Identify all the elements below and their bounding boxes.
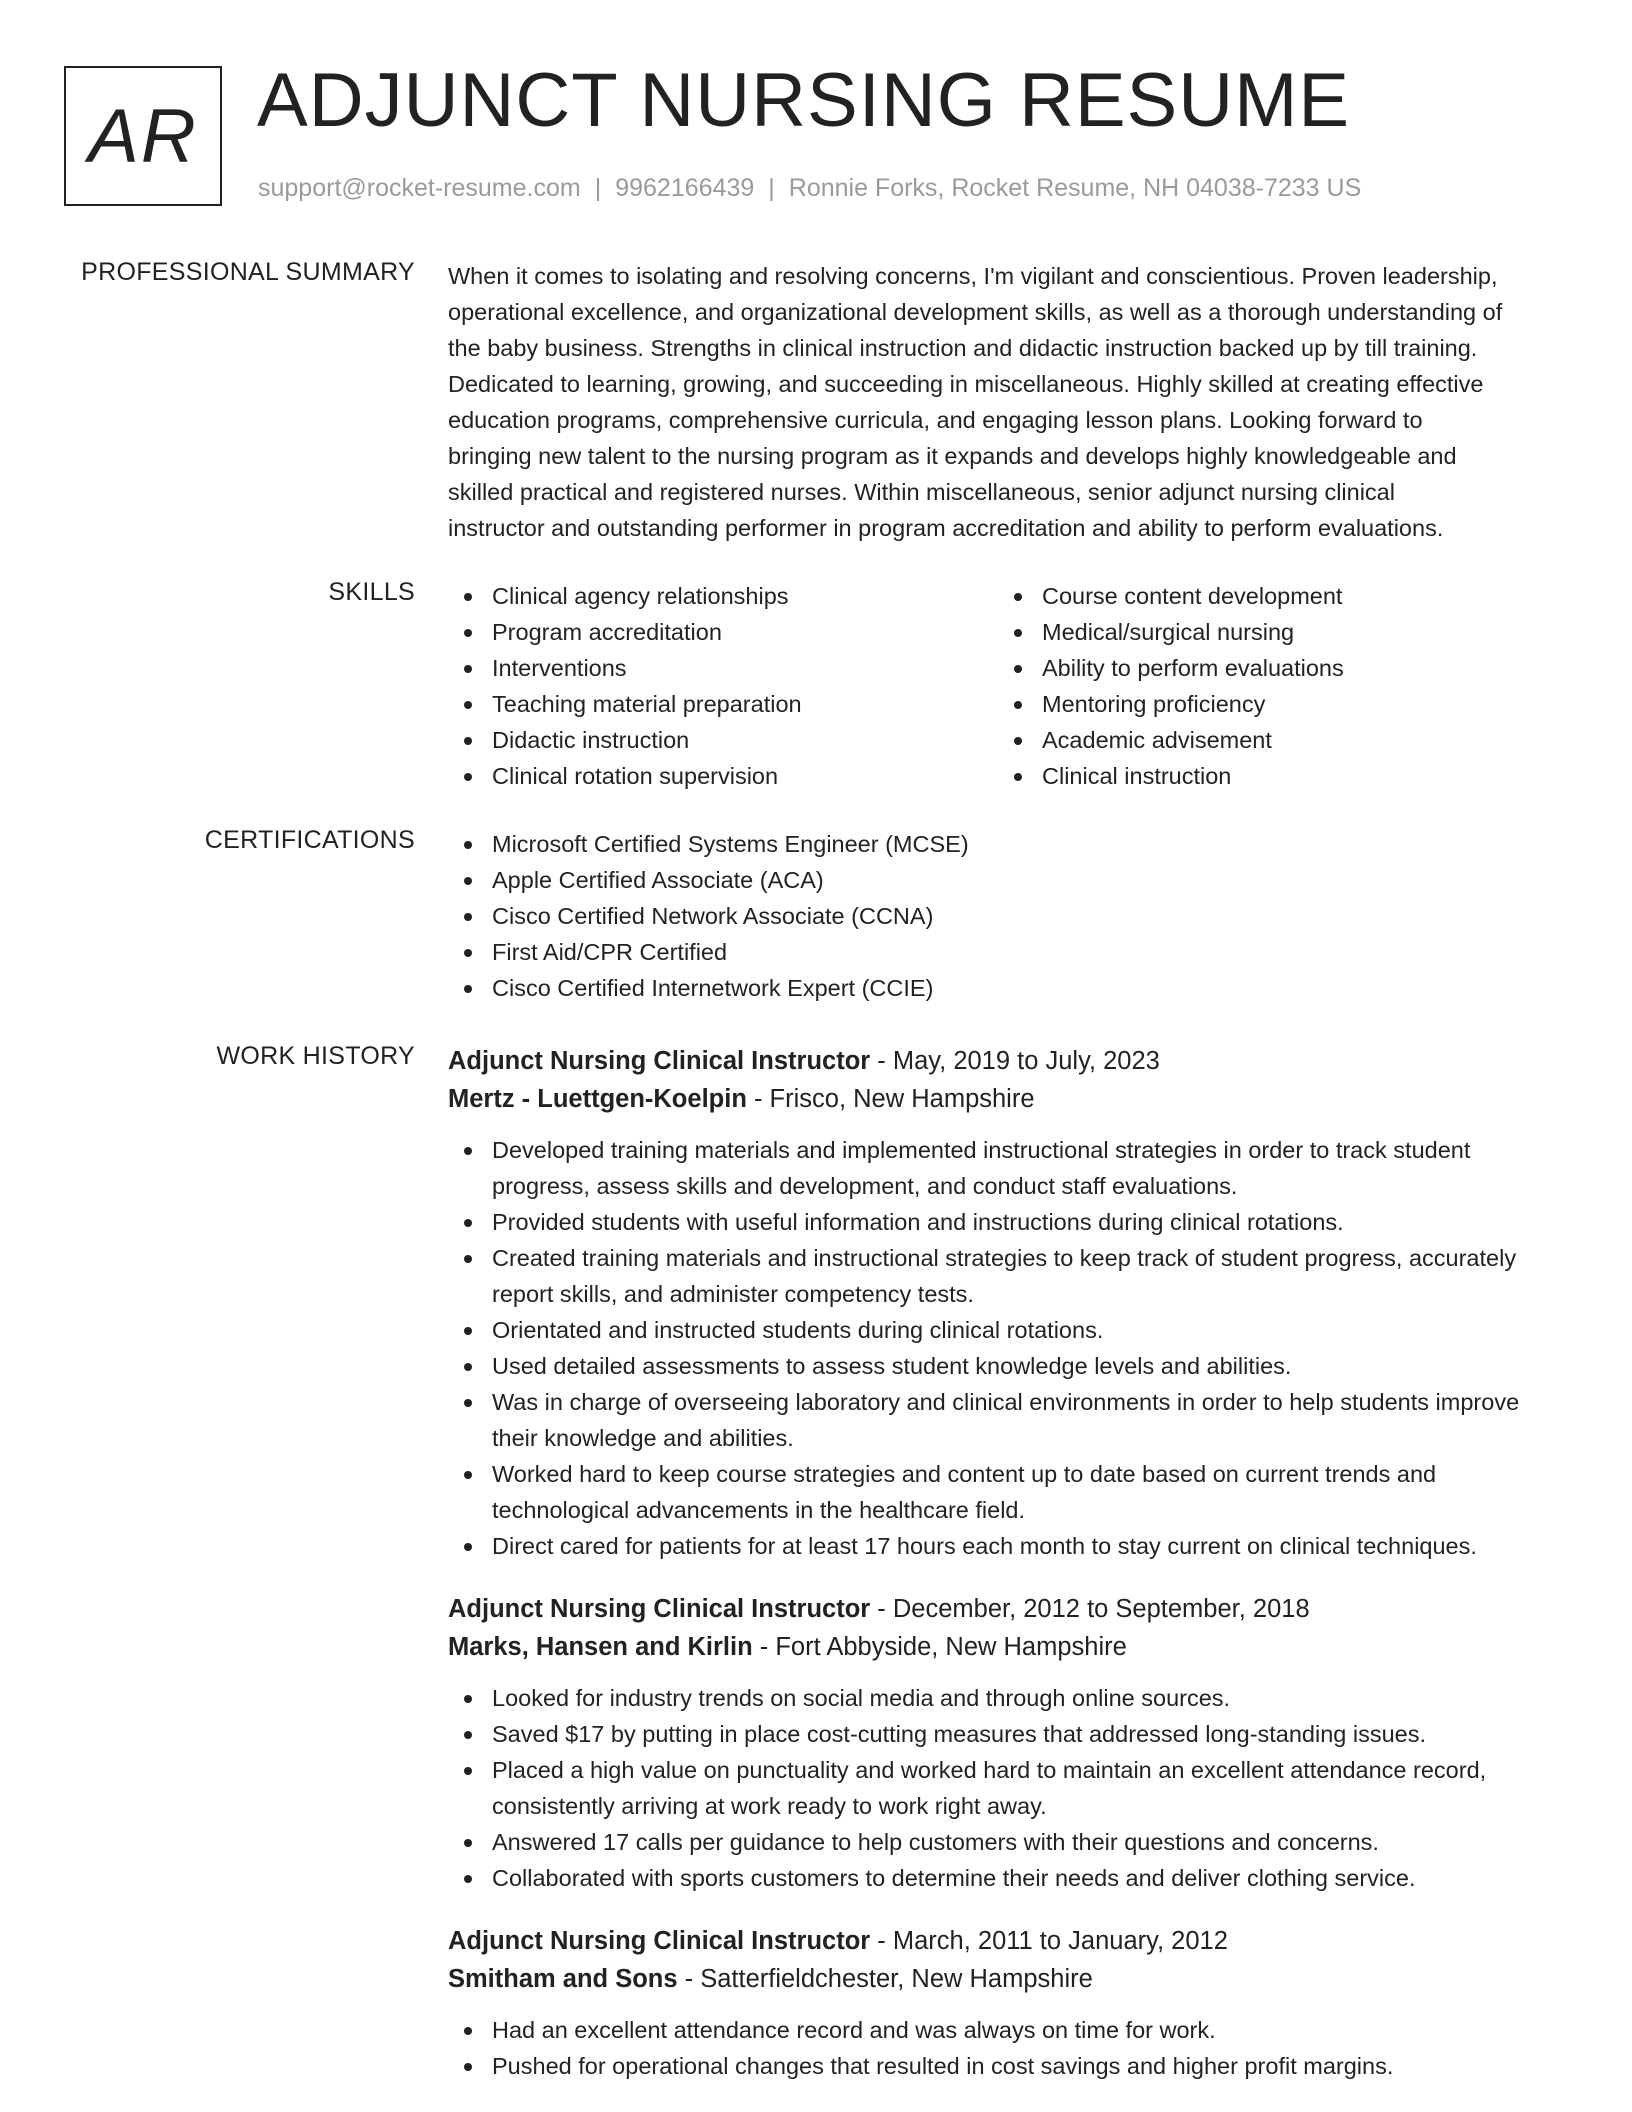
list-item: Clinical agency relationships bbox=[448, 578, 998, 614]
monogram: AR bbox=[64, 66, 222, 206]
list-item: Ability to perform evaluations bbox=[998, 650, 1548, 686]
job-title: Adjunct Nursing Clinical Instructor bbox=[448, 1927, 871, 1955]
summary-line: education programs, comprehensive curricula, and engaging lesson plans. Looking forward to bbox=[448, 407, 1423, 433]
list-item: Medical/surgical nursing bbox=[998, 614, 1548, 650]
list-item: Microsoft Certified Systems Engineer (MCSE) bbox=[448, 826, 1570, 862]
list-item: Interventions bbox=[448, 650, 998, 686]
list-item: Cisco Certified Internetwork Expert (CCIE) bbox=[448, 970, 1570, 1006]
job-entry bbox=[448, 1042, 1570, 1564]
summary-line: operational excellence, and organizational development skills, as well as a thorough understanding of bbox=[448, 299, 1503, 325]
job-title-line bbox=[448, 1922, 1570, 1960]
list-item: Clinical rotation supervision bbox=[448, 758, 998, 794]
list-item: First Aid/CPR Certified bbox=[448, 934, 1570, 970]
list-item: Didactic instruction bbox=[448, 722, 998, 758]
list-item: Teaching material preparation bbox=[448, 686, 998, 722]
job-title: Adjunct Nursing Clinical Instructor bbox=[448, 1047, 871, 1075]
job-company-line bbox=[448, 1080, 1570, 1118]
skills-list bbox=[448, 578, 1570, 794]
job-title-line bbox=[448, 1590, 1570, 1628]
list-item: Used detailed assessments to assess student knowledge levels and abilities. bbox=[448, 1348, 1570, 1384]
list-item: Pushed for operational changes that resulted in cost savings and higher profit margins. bbox=[448, 2048, 1570, 2084]
list-item: Program accreditation bbox=[448, 614, 998, 650]
list-item: Worked hard to keep course strategies and content up to date based on current trends and technological advancements in the healthcare field. bbox=[448, 1456, 1570, 1528]
phone[interactable]: 9962166439 bbox=[615, 174, 755, 202]
job-company: Marks, Hansen and Kirlin bbox=[448, 1633, 753, 1661]
summary-line: Dedicated to learning, growing, and succeeding in miscellaneous. Highly skilled at creating effective bbox=[448, 371, 1484, 397]
list-item: Cisco Certified Network Associate (CCNA) bbox=[448, 898, 1570, 934]
summary-line: skilled practical and registered nurses. Within miscellaneous, senior adjunct nursing clinical bbox=[448, 479, 1395, 505]
skills-column-left bbox=[448, 578, 998, 794]
job-company-line bbox=[448, 1628, 1570, 1666]
list-item: Was in charge of overseeing laboratory and clinical environments in order to help students improve their knowledge and abilities. bbox=[448, 1384, 1570, 1456]
job-title-line bbox=[448, 1042, 1570, 1080]
job-dates: - December, 2012 to September, 2018 bbox=[870, 1595, 1310, 1623]
list-item: Collaborated with sports customers to determine their needs and deliver clothing service. bbox=[448, 1860, 1570, 1896]
job-entry bbox=[448, 1590, 1570, 1896]
resume-title: ADJUNCT NURSING RESUME bbox=[257, 58, 1351, 143]
list-item: Had an excellent attendance record and was always on time for work. bbox=[448, 2012, 1570, 2048]
job-location: - Frisco, New Hampshire bbox=[746, 1085, 1035, 1113]
list-item: Answered 17 calls per guidance to help customers with their questions and concerns. bbox=[448, 1824, 1570, 1860]
list-item: Mentoring proficiency bbox=[998, 686, 1548, 722]
job-location: - Fort Abbyside, New Hampshire bbox=[752, 1633, 1127, 1661]
list-item: Apple Certified Associate (ACA) bbox=[448, 862, 1570, 898]
list-item: Developed training materials and implemented instructional strategies in order to track student progress, assess skills and development, and conduct staff evaluations. bbox=[448, 1132, 1570, 1204]
email[interactable]: support@rocket-resume.com bbox=[258, 174, 581, 202]
job-entry bbox=[448, 1922, 1570, 2084]
separator: | bbox=[768, 174, 775, 202]
list-item: Created training materials and instructional strategies to keep track of student progress, accurately report skills, and administer competency tests. bbox=[448, 1240, 1570, 1312]
skills-column-right bbox=[998, 578, 1548, 794]
job-title: Adjunct Nursing Clinical Instructor bbox=[448, 1595, 871, 1623]
job-bullets bbox=[448, 1680, 1570, 1896]
section-label: SKILLS bbox=[328, 578, 415, 606]
section-label: WORK HISTORY bbox=[216, 1042, 415, 1070]
job-dates: - March, 2011 to January, 2012 bbox=[870, 1927, 1228, 1955]
summary-text bbox=[448, 258, 1570, 546]
job-company-line bbox=[448, 1960, 1570, 1998]
list-item: Course content development bbox=[998, 578, 1548, 614]
section-label: PROFESSIONAL SUMMARY bbox=[81, 258, 415, 286]
work-history-list bbox=[448, 1042, 1570, 2084]
list-item: Clinical instruction bbox=[998, 758, 1548, 794]
job-company: Smitham and Sons bbox=[448, 1965, 678, 1993]
job-bullets bbox=[448, 2012, 1570, 2084]
separator: | bbox=[594, 174, 602, 202]
list-item: Saved $17 by putting in place cost-cutting measures that addressed long-standing issues. bbox=[448, 1716, 1570, 1752]
job-dates: - May, 2019 to July, 2023 bbox=[870, 1047, 1160, 1075]
job-company: Mertz - Luettgen-Koelpin bbox=[448, 1085, 747, 1113]
list-item: Placed a high value on punctuality and worked hard to maintain an excellent attendance record, consistently arriving at work ready to work right away. bbox=[448, 1752, 1570, 1824]
certifications-list bbox=[448, 826, 1570, 1006]
section-label: CERTIFICATIONS bbox=[204, 826, 415, 854]
contact-line bbox=[258, 174, 1361, 203]
list-item: Academic advisement bbox=[998, 722, 1548, 758]
address: Ronnie Forks, Rocket Resume, NH 04038-7233 US bbox=[788, 174, 1362, 202]
job-location: - Satterfieldchester, New Hampshire bbox=[677, 1965, 1093, 1993]
summary-line: When it comes to isolating and resolving concerns, I'm vigilant and conscientious. Proven leadership, bbox=[448, 263, 1498, 289]
summary-line: bringing new talent to the nursing program as it expands and develops highly knowledgeable and bbox=[448, 443, 1457, 469]
list-item: Direct cared for patients for at least 17 hours each month to stay current on clinical techniques. bbox=[448, 1528, 1570, 1564]
list-item: Looked for industry trends on social media and through online sources. bbox=[448, 1680, 1570, 1716]
list-item: Provided students with useful information and instructions during clinical rotations. bbox=[448, 1204, 1570, 1240]
job-bullets bbox=[448, 1132, 1570, 1564]
list-item: Orientated and instructed students during clinical rotations. bbox=[448, 1312, 1570, 1348]
summary-line: the baby business. Strengths in clinical instruction and didactic instruction backed up by till training. bbox=[448, 335, 1478, 361]
summary-line: instructor and outstanding performer in program accreditation and ability to perform evaluations. bbox=[448, 515, 1444, 541]
